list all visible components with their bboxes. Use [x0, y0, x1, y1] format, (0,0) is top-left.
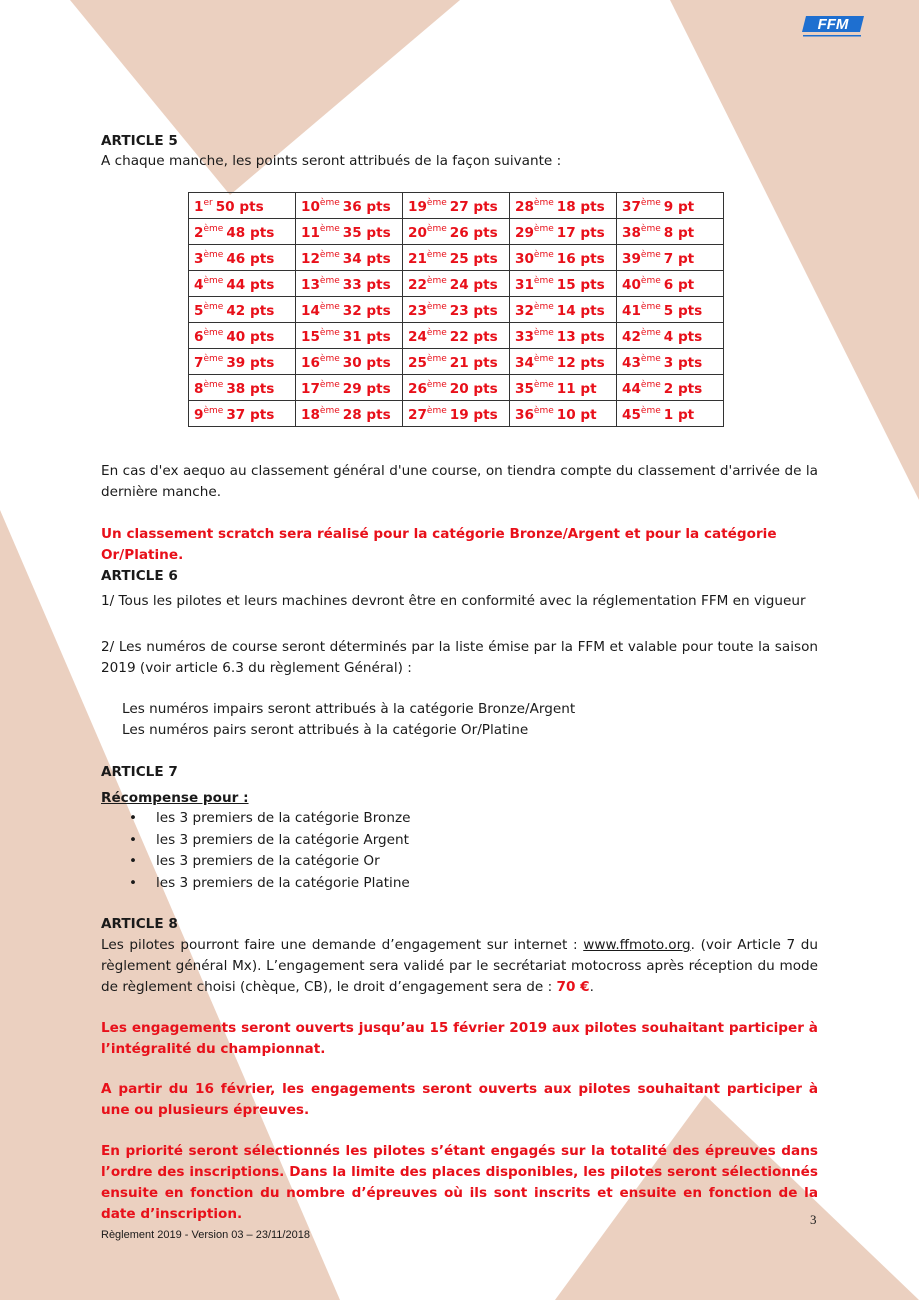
list-item: • les 3 premiers de la catégorie Bronze	[101, 808, 818, 830]
table-row	[189, 323, 724, 349]
points-cell: 4ème 44 pts	[189, 271, 296, 297]
points-cell: 36ème 10 pt	[510, 401, 617, 427]
points-cell: 26ème 20 pts	[403, 375, 510, 401]
article8-p4: En priorité seront sélectionnés les pilotes s’étant engagés sur la totalité des épreuves dans l’ordre des inscriptions. Dans la limite des places disponibles, les pilotes seront sélectionnés ensuite en fonction du nombre d’épreuves où ils sont inscrits et ensuite en fonction de la date d’inscription.	[101, 1143, 818, 1222]
article8-p3: A partir du 16 février, les engagements seront ouverts aux pilotes souhaitant participer à une ou plusieurs épreuves.	[101, 1081, 818, 1118]
bullet-icon: •	[129, 810, 138, 826]
points-cell: 1er 50 pts	[189, 193, 296, 219]
list-item: • les 3 premiers de la catégorie Argent	[101, 830, 818, 852]
logo-text: FFM	[817, 16, 849, 33]
article7-heading: ARTICLE 7	[101, 764, 178, 780]
points-cell: 37ème 9 pt	[617, 193, 724, 219]
points-cell: 34ème 12 pts	[510, 349, 617, 375]
points-cell: 43ème 3 pts	[617, 349, 724, 375]
bullet-icon: •	[129, 853, 138, 869]
points-cell: 3ème 46 pts	[189, 245, 296, 271]
points-cell: 12ème 34 pts	[296, 245, 403, 271]
table-row	[189, 193, 724, 219]
article8-p1: Les pilotes pourront faire une demande d’engagement sur internet : www.ffmoto.org. (voir Article 7 du règlement général Mx). L’engagement sera validé par le secrétariat motocross après réception du mode de règlement choisi (chèque, CB), le droit d’engagement sera de : 70 €.	[101, 937, 818, 995]
article5-intro: A chaque manche, les points seront attribués de la façon suivante :	[101, 153, 562, 169]
table-row	[189, 349, 724, 375]
points-cell: 11ème 35 pts	[296, 219, 403, 245]
points-cell: 32ème 14 pts	[510, 297, 617, 323]
points-cell: 9ème 37 pts	[189, 401, 296, 427]
ffm-logo	[800, 14, 866, 44]
article5-heading: ARTICLE 5	[101, 133, 178, 149]
bullet-icon: •	[129, 831, 138, 848]
table-row	[189, 271, 724, 297]
table-row	[189, 245, 724, 271]
article6-heading: ARTICLE 6	[101, 568, 178, 584]
ffm-logo-graphic	[800, 14, 866, 40]
points-cell: 30ème 16 pts	[510, 245, 617, 271]
points-cell: 35ème 11 pt	[510, 375, 617, 401]
points-cell: 42ème 4 pts	[617, 323, 724, 349]
list-item: • les 3 premiers de la catégorie Platine	[101, 873, 818, 895]
points-cell: 10ème 36 pts	[296, 193, 403, 219]
table-row	[189, 401, 724, 427]
points-cell: 33ème 13 pts	[510, 323, 617, 349]
points-cell: 27ème 19 pts	[403, 401, 510, 427]
points-cell: 15ème 31 pts	[296, 323, 403, 349]
points-cell: 13ème 33 pts	[296, 271, 403, 297]
points-cell: 45ème 1 pt	[617, 401, 724, 427]
rewards-subheading: Récompense pour :	[101, 790, 249, 806]
points-cell: 6ème 40 pts	[189, 323, 296, 349]
points-cell: 21ème 25 pts	[403, 245, 510, 271]
list-item: • les 3 premiers de la catégorie Or	[101, 851, 818, 873]
points-cell: 17ème 29 pts	[296, 375, 403, 401]
points-table	[188, 192, 724, 427]
odd-numbers-line: Les numéros impairs seront attribués à la catégorie Bronze/Argent	[122, 701, 576, 717]
points-cell: 41ème 5 pts	[617, 297, 724, 323]
points-cell: 38ème 8 pt	[617, 219, 724, 245]
points-cell: 8ème 38 pts	[189, 375, 296, 401]
points-cell: 25ème 21 pts	[403, 349, 510, 375]
article8-heading: ARTICLE 8	[101, 916, 178, 932]
points-cell: 39ème 7 pt	[617, 245, 724, 271]
points-cell: 16ème 30 pts	[296, 349, 403, 375]
points-cell: 23ème 23 pts	[403, 297, 510, 323]
article6-p1: 1/ Tous les pilotes et leurs machines devront être en conformité avec la réglementation FFM en vigueur	[101, 593, 806, 609]
points-cell: 29ème 17 pts	[510, 219, 617, 245]
scratch-paragraph: Un classement scratch sera réalisé pour la catégorie Bronze/Argent et pour la catégorie Or/Platine.	[101, 526, 777, 563]
fee-amount: 70 €	[556, 979, 590, 995]
points-cell: 44ème 2 pts	[617, 375, 724, 401]
points-cell: 7ème 39 pts	[189, 349, 296, 375]
points-cell: 31ème 15 pts	[510, 271, 617, 297]
page-number: 3	[810, 1212, 817, 1227]
points-cell: 22ème 24 pts	[403, 271, 510, 297]
table-row	[189, 297, 724, 323]
points-cell: 40ème 6 pt	[617, 271, 724, 297]
article8-p2: Les engagements seront ouverts jusqu’au 15 février 2019 aux pilotes souhaitant participer à l’intégralité du championnat.	[101, 1020, 818, 1057]
table-row	[189, 375, 724, 401]
bullet-icon: •	[129, 874, 138, 891]
article6-p2: 2/ Les numéros de course seront déterminés par la liste émise par la FFM et valable pour toute la saison 2019 (voir article 6.3 du règlement Général) :	[101, 639, 818, 676]
ex-aequo-paragraph: En cas d'ex aequo au classement général d'une course, on tiendra compte du classement d'arrivée de la dernière manche.	[101, 463, 818, 500]
points-cell: 28ème 18 pts	[510, 193, 617, 219]
footer-text: Règlement 2019 - Version 03 – 23/11/2018	[101, 1229, 310, 1241]
even-numbers-line: Les numéros pairs seront attribués à la catégorie Or/Platine	[122, 722, 529, 738]
points-cell: 18ème 28 pts	[296, 401, 403, 427]
points-cell: 14ème 32 pts	[296, 297, 403, 323]
rewards-list	[101, 808, 818, 894]
ffmoto-link[interactable]: www.ffmoto.org	[583, 937, 691, 953]
points-cell: 19ème 27 pts	[403, 193, 510, 219]
points-cell: 20ème 26 pts	[403, 219, 510, 245]
points-cell: 5ème 42 pts	[189, 297, 296, 323]
points-cell: 24ème 22 pts	[403, 323, 510, 349]
table-row	[189, 219, 724, 245]
points-cell: 2ème 48 pts	[189, 219, 296, 245]
